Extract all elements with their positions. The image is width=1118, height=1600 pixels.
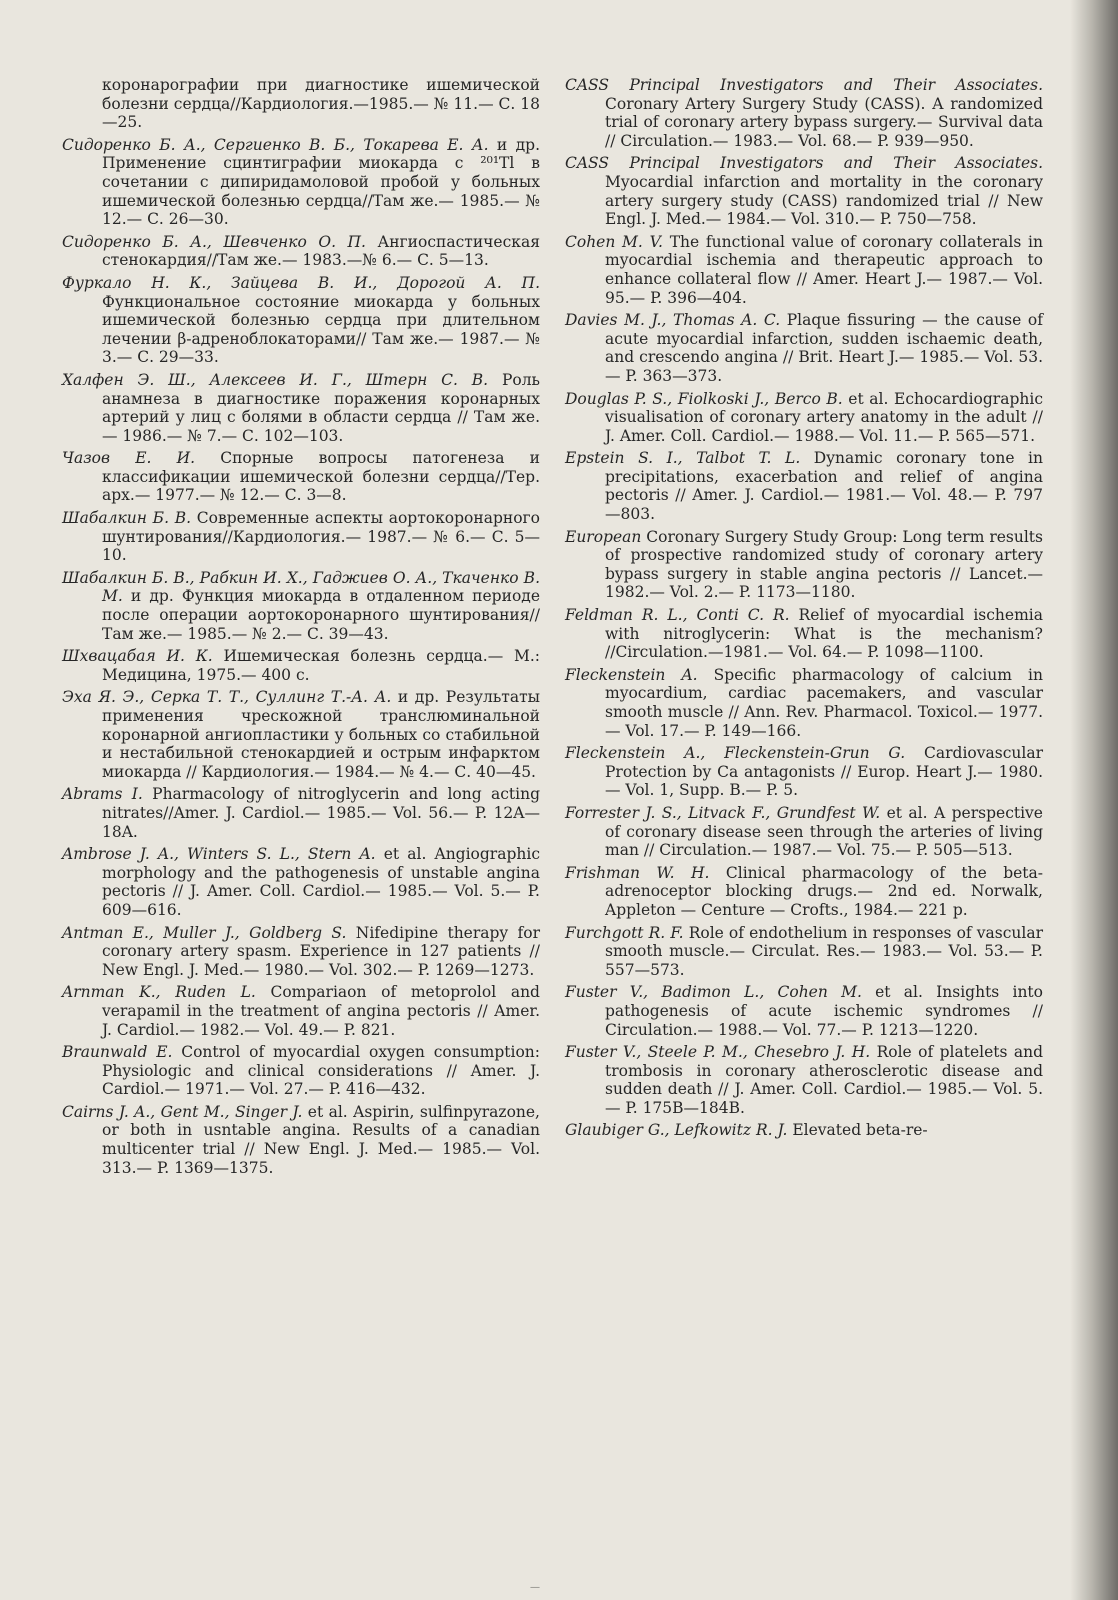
- reference-entry: [62, 371, 540, 445]
- reference-authors: Abrams I.: [62, 785, 143, 804]
- reference-entry: [565, 606, 1043, 662]
- reference-authors: Furchgott R. F.: [565, 923, 684, 942]
- reference-entry: [565, 1043, 1043, 1117]
- reference-text: Coronary Surgery Study Group: Long term results of prospective randomized study of coronary artery bypass surgery in stable angina pectoris // Lancet.— 1982.— Vol. 2.— P. 1173—1180.: [605, 527, 1043, 602]
- reference-entry: [62, 76, 540, 132]
- reference-authors: CASS Principal Investigators and Their Associates.: [565, 76, 1043, 94]
- reference-entry: [565, 924, 1043, 980]
- reference-entry: [62, 1043, 540, 1099]
- reference-column-left: [62, 76, 540, 1181]
- reference-entry: [565, 528, 1043, 602]
- reference-text: Спорные вопросы патогенеза и классификации ишемической болезни сердца//Тер. арх.— 1977.— № 12.— С. 3—8.: [102, 449, 540, 505]
- reference-entry: [565, 390, 1043, 446]
- reference-text: et al. Angiographic morphology and the pathogenesis of unstable angina pectoris // J. Amer. Coll. Cardiol.— 1985.— Vol. 5.— P. 609—616.: [102, 845, 540, 919]
- reference-entry: [565, 449, 1043, 523]
- reference-authors: Frishman W. H.: [565, 863, 710, 882]
- reference-authors: Fuster V., Badimon L., Cohen M.: [565, 983, 862, 1002]
- reference-authors: Шабалкин Б. В.: [62, 509, 192, 528]
- reference-authors: Douglas P. S., Fiolkoski J., Berco B.: [565, 389, 843, 408]
- reference-authors: Ambrose J. A., Winters S. L., Stern A.: [62, 845, 376, 864]
- reference-text: Ишемическая болезнь сердца.— М.: Медицина, 1975.— 400 с.: [102, 647, 541, 684]
- reference-authors: Antman E., Muller J., Goldberg S.: [62, 923, 347, 942]
- reference-authors: Шабалкин Б. В., Рабкин И. Х., Гаджиев О. А., Ткаченко В. М.: [62, 568, 540, 606]
- reference-authors: Feldman R. L., Conti C. R.: [565, 606, 790, 625]
- reference-authors: CASS Principal Investigators and Their Associates.: [565, 154, 1043, 173]
- reference-text: Dynamic coronary tone in precipitations, exacerbation and relief of angina pectoris // Amer. J. Cardiol.— 1981.— Vol. 48.— P. 797—803.: [605, 449, 1043, 524]
- reference-text: Relief of myocardial ischemia with nitroglycerin: What is the mechanism? //Circulation.—1981.— Vol. 64.— P. 1098—1100.: [605, 606, 1043, 662]
- reference-entry: [565, 666, 1043, 740]
- reference-entry: [62, 569, 540, 643]
- reference-entry: [62, 136, 540, 229]
- reference-text: Myocardial infarction and mortality in the coronary artery surgery study (CASS) randomized trial // New Engl. J. Med.— 1984.— Vol. 310.— P. 750—758.: [605, 172, 1043, 229]
- reference-text: Роль анамнеза в диагностике поражения коронарных артерий у лиц с болями в области сердца // Там же.— 1986.— № 7.— С. 102—103.: [102, 370, 540, 445]
- reference-authors: Халфен Э. Ш., Алексеев И. Г., Штерн С. В.: [62, 370, 489, 389]
- reference-text: Современные аспекты аортокоронарного шунтирования//Кардиология.— 1987.— № 6.— С. 5—10.: [102, 509, 540, 565]
- reference-text: Role of endothelium in responses of vascular smooth muscle.— Circulat. Res.— 1983.— Vol. 53.— P. 557—573.: [605, 923, 1043, 979]
- reference-text: Ангиоспастическая стенокардия//Там же.— 1983.—№ 6.— С. 5—13.: [102, 232, 540, 270]
- reference-entry: [62, 274, 540, 367]
- reference-authors: Сидоренко Б. А., Шевченко О. П.: [62, 232, 366, 251]
- reference-authors: Davies M. J., Thomas A. C.: [565, 311, 781, 330]
- reference-authors: Фуркало Н. К., Зайцева В. И., Дорогой А. П.: [62, 273, 540, 292]
- reference-authors: Шхвацабая И. К.: [62, 647, 213, 666]
- reference-entry: [62, 983, 540, 1039]
- reference-text: и др. Результаты применения чрескожной транслюминальной коронарной ангиопластики у больных со стабильной и нестабильной стенокардией и острым инфарктом миокарда // Кардиология.— 1984.— № 4.— С. 40—45.: [102, 688, 540, 781]
- reference-text: et al. Echocardiographic visualisation of coronary artery anatomy in the adult // J. Amer. Coll. Cardiol.— 1988.— Vol. 11.— P. 565—571.: [605, 389, 1043, 445]
- reference-text: Clinical pharmacology of the beta-adrenoceptor blocking drugs.— 2nd ed. Norwalk, Appleton — Centure — Crofts., 1984.— 221 p.: [605, 863, 1043, 919]
- reference-entry: [565, 804, 1043, 860]
- reference-authors: Glaubiger G., Lefkowitz R. J.: [565, 1121, 788, 1140]
- reference-entry: [565, 154, 1043, 228]
- reference-text: Coronary Artery Surgery Study (CASS). A randomized trial of coronary artery bypass surgery.— Survival data // Circulation.— 1983.— Vol. 68.— P. 939—950.: [605, 94, 1043, 150]
- reference-authors: Сидоренко Б. А., Сергиенко В. Б., Токарева Е. А.: [62, 135, 489, 154]
- reference-entry: [565, 76, 1043, 150]
- reference-text: Specific pharmacology of calcium in myocardium, cardiac pacemakers, and vascular smooth muscle // Ann. Rev. Pharmacol. Toxicol.— 1977.— Vol. 17.— P. 149—166.: [605, 665, 1043, 740]
- reference-text: Role of platelets and trombosis in coronary atherosclerotic disease and sudden death // J. Amer. Coll. Cardiol.— 1985.— Vol. 5.— P. 175B—184B.: [605, 1043, 1043, 1117]
- reference-entry: [565, 311, 1043, 385]
- reference-entry: [62, 1103, 540, 1177]
- reference-entry: [565, 1121, 1043, 1140]
- reference-text: The functional value of coronary collaterals in myocardial ischemia and therapeutic approach to enhance collateral flow // Amer. Heart J.— 1987.— Vol. 95.— P. 396—404.: [605, 232, 1043, 307]
- reference-entry: [62, 845, 540, 919]
- reference-authors: Cohen M. V.: [565, 232, 663, 251]
- reference-authors: Fleckenstein A.: [565, 665, 698, 684]
- reference-entry: [565, 983, 1043, 1039]
- reference-text: Control of myocardial oxygen consumption: Physiologic and clinical considerations // Amer. J. Cardiol.— 1971.— Vol. 27.— P. 416—432.: [102, 1043, 540, 1099]
- reference-text: коронарографии при диагностике ишемической болезни сердца//Кардиология.—1985.— № 11.— С. 18—25.: [102, 76, 540, 132]
- reference-text: Nifedipine therapy for coronary artery spasm. Experience in 127 patients // New Engl. J. Med.— 1980.— Vol. 302.— P. 1269—1273.: [102, 923, 540, 979]
- reference-entry: [62, 785, 540, 841]
- reference-text: et al. Insights into pathogenesis of acute ischemic syndromes // Circulation.— 1988.— Vol. 77.— P. 1213—1220.: [605, 983, 1043, 1039]
- reference-text: и др. Функция миокарда в отдаленном периоде после операции аортокоронарного шунтирования//Там же.— 1985.— № 2.— С. 39—43.: [102, 587, 540, 643]
- reference-entry: [62, 509, 540, 565]
- reference-text: и др. Применение сцинтиграфии миокарда с ²⁰¹Tl в сочетании с дипиридамоловой пробой у больных ишемической болезнью сердца//Там же.— 1985.— № 12.— С. 26—30.: [102, 135, 541, 229]
- reference-text: et al. Aspirin, sulfinpyrazone, or both in usntable angina. Results of a canadian multicenter trial // New Engl. J. Med.— 1985.— Vol. 313.— P. 1369—1375.: [102, 1102, 540, 1177]
- reference-text: Pharmacology of nitroglycerin and long acting nitrates//Amer. J. Cardiol.— 1985.— Vol. 56.— P. 12A—18A.: [102, 785, 540, 841]
- page-edge-shadow: [1070, 0, 1118, 1600]
- reference-text: Elevated beta-re-: [787, 1121, 928, 1140]
- reference-column-right: [565, 76, 1043, 1144]
- page-mark: —: [530, 1582, 540, 1593]
- reference-authors: Эха Я. Э., Серка Т. Т., Суллинг Т.-А. А.: [62, 688, 392, 707]
- reference-authors: European: [565, 527, 642, 546]
- reference-authors: Braunwald E.: [62, 1043, 173, 1062]
- reference-authors: Forrester J. S., Litvack F., Grundfest W.: [565, 803, 881, 822]
- reference-entry: [565, 864, 1043, 920]
- reference-authors: Fuster V., Steele P. M., Chesebro J. H.: [565, 1043, 871, 1062]
- reference-authors: Epstein S. I., Talbot T. L.: [565, 449, 801, 468]
- reference-entry: [62, 924, 540, 980]
- reference-authors: Чазов Е. И.: [62, 449, 196, 468]
- reference-entry: [62, 449, 540, 505]
- reference-text: et al. A perspective of coronary disease seen through the arteries of living man // Circulation.— 1987.— Vol. 75.— P. 505—513.: [605, 803, 1043, 860]
- reference-entry: [565, 744, 1043, 800]
- reference-authors: Cairns J. A., Gent M., Singer J.: [62, 1102, 303, 1121]
- reference-authors: Fleckenstein A., Fleckenstein-Grun G.: [565, 744, 906, 763]
- reference-entry: [565, 233, 1043, 307]
- reference-entry: [62, 647, 540, 684]
- reference-text: Compariaon of metoprolol and verapamil in the treatment of angina pectoris // Amer. J. Cardiol.— 1982.— Vol. 49.— P. 821.: [102, 983, 540, 1039]
- reference-authors: Arnman K., Ruden L.: [62, 983, 256, 1002]
- reference-text: Функциональное состояние миокарда у больных ишемической болезнью сердца при длительном лечении β-адреноблокаторами// Там же.— 1987.— № 3.— С. 29—33.: [102, 292, 540, 367]
- reference-text: Plaque fissuring — the cause of acute myocardial infarction, sudden ischaemic death, and crescendo angina // Brit. Heart J.— 1985.— Vol. 53.— P. 363—373.: [605, 311, 1043, 385]
- reference-entry: [62, 233, 540, 270]
- reference-text: Cardiovascular Protection by Ca antagonists // Europ. Heart J.— 1980.— Vol. 1, Supp. B.— P. 5.: [605, 744, 1043, 800]
- reference-entry: [62, 688, 540, 781]
